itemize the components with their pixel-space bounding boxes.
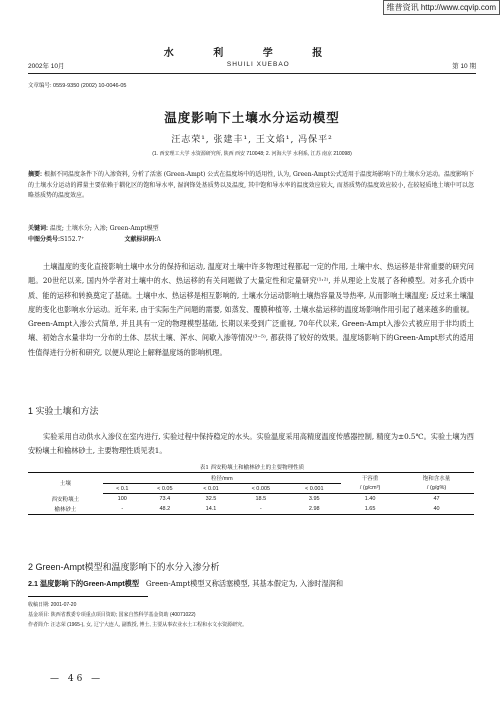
section-1-heading: 1 实验土壤和方法 [28, 406, 99, 416]
sub-header: < 0.005 [234, 484, 287, 494]
journal-name: 水 利 学 报 [163, 48, 341, 59]
sub-header: < 0.001 [288, 484, 341, 494]
footnote-author: 作者简介: 汪志荣 (1965-), 女, 辽宁大连人, 副教授, 博士, 主要从事农业水土工程和水文水资源研究。 [28, 622, 248, 628]
col-particle-size: 粒径/mm [103, 473, 341, 484]
footnotes [28, 600, 474, 630]
table-row: 榆林砂土 - 48.2 14.1 - 2.98 1.65 40 [54, 505, 440, 513]
table-1-caption: 表1 西安粉壤土和榆林砂土的主要物理性质 [199, 465, 305, 471]
header-date: 2002年 10月 [28, 63, 65, 70]
header-journal-en: SHUILI XUEBAO [226, 61, 290, 68]
subsection-2-1-text: Green-Ampt模型又称活塞模型, 其基本假定为, 入渗时湿润和 [145, 579, 344, 588]
running-header [28, 61, 476, 74]
footnote-rule [28, 596, 148, 597]
section-1-paragraph: 实验采用自动供水入渗仪在室内进行, 实验过程中保持稳定的水头。实验温度采用高精度温度传感器控制, 精度为±0.5℃。实验土壤为西安粉壤土和榆林砂土, 主要物理性质见表1。 [28, 432, 474, 456]
keywords-label: 关键词: [28, 226, 48, 232]
keywords [28, 223, 159, 232]
paper-title: 温度影响下土壤水分运动模型 [164, 110, 340, 125]
doc-code: 文献标识码:A [124, 236, 161, 243]
col-soil: 土壤 [59, 481, 71, 488]
subsection-2-1 [28, 579, 474, 589]
abstract-label: 摘要: [28, 172, 43, 178]
sub-header: < 0.05 [142, 484, 188, 494]
clc-code: 中图分类号:S152.7⁺ [28, 236, 85, 243]
subsection-2-1-heading: 2.1 温度影响下的Green-Ampt模型 [28, 579, 140, 588]
page-number: — 46 — [50, 674, 104, 684]
col-saturation: 饱和含水量 [422, 476, 451, 483]
abstract-text: 根据不同温度条件下的入渗资料, 分析了活塞 (Green-Ampt) 公式在温度场中的适用性, 认为, Green-Ampt公式适用于温度场影响下的土壤水分运动。温度影响下的土壤水分运动的滞量主要依赖于耦化区的饱和导水率, 湿润锋处基质势以及温度, 其中饱和导水率的温度效应较大, 而基质势的温度效应较小, 在较轻质地土壤中可以忽略基质势的温度效应。 [28, 171, 474, 199]
sub-header: < 0.1 [103, 484, 142, 494]
keywords-text: 温度; 土壤水分; 入渗; Green-Ampt模型 [49, 225, 159, 232]
footnote-received: 收稿日期: 2001-07-20 [28, 602, 77, 608]
header-issue: 第 10 期 [452, 63, 476, 70]
abstract [28, 170, 474, 202]
footnote-fund: 基金项目: 陕西省教委专项重点项目资助; 国家自然科学基金资助 (40071022) [28, 612, 196, 618]
classification [28, 234, 161, 243]
soil-properties-table [28, 472, 474, 515]
saturation-unit: / (g/g%) [399, 484, 474, 494]
col-density: 干容重 [361, 476, 379, 483]
author-list: 汪志荣¹, 张建丰¹, 王文焰¹, 冯保平² [171, 135, 333, 145]
density-unit: / (g/cm³) [341, 484, 399, 494]
affiliation: (1. 西安理工大学 水资源研究所, 陕西 西安 710048; 2. 河海大学 水利系, 江苏 南京 210098) [152, 151, 352, 157]
sub-header: < 0.01 [188, 484, 234, 494]
table-row: 西安粉壤土 100 73.4 32.5 18.5 3.95 1.40 47 [51, 495, 440, 503]
intro-paragraph: 土壤温度的变化直接影响土壤中水分的保持和运动, 温度对土壤中许多物理过程都起一定的作用, 土壤中水、热运移是非常重要的研究问题。20世纪以来, 国内外学者对土壤中的水、热运移的有关问题做了大量定性和定量研究⁽¹˒²⁾, 并从理论上发展了各种模型。对多孔介质中质、能的运移和转换奠定了基础。土壤中水、热运移是相互影响的, 土壤水分运动影响土壤热容量及导热率, 从而影响土壤温度; 反过来土壤温度的变化也影响水分运动。近年来, 由于实际生产问题的需要, 如蒸发、覆膜种植等, 土壤水盐运移的温度场影响作用引起了越来越多的重视。Green-Ampt入渗公式简单, 并且具有一定的物理模型基础, 长期以来受到广泛重视, 70年代以来, Green-Ampt入渗公式被应用于非均质土壤、初始含水量非均一分布的土体、层状土壤、浑水、间歇入渗等情况⁽³⁻⁵⁾, 都获得了较好的效果。温度场影响下的Green-Ampt形式的适用性值得进行分析和研究, 以便从理论上解释温度场的影响机理。 [28, 262, 474, 357]
section-2-heading: 2 Green-Ampt模型和温度影响下的水分入渗分析 [28, 562, 220, 572]
article-number: 文章编号: 0559-9350 (2002) 10-0046-05 [28, 83, 127, 89]
watermark-stamp: 维普资讯 http://www.cqvip.com [383, 0, 500, 15]
